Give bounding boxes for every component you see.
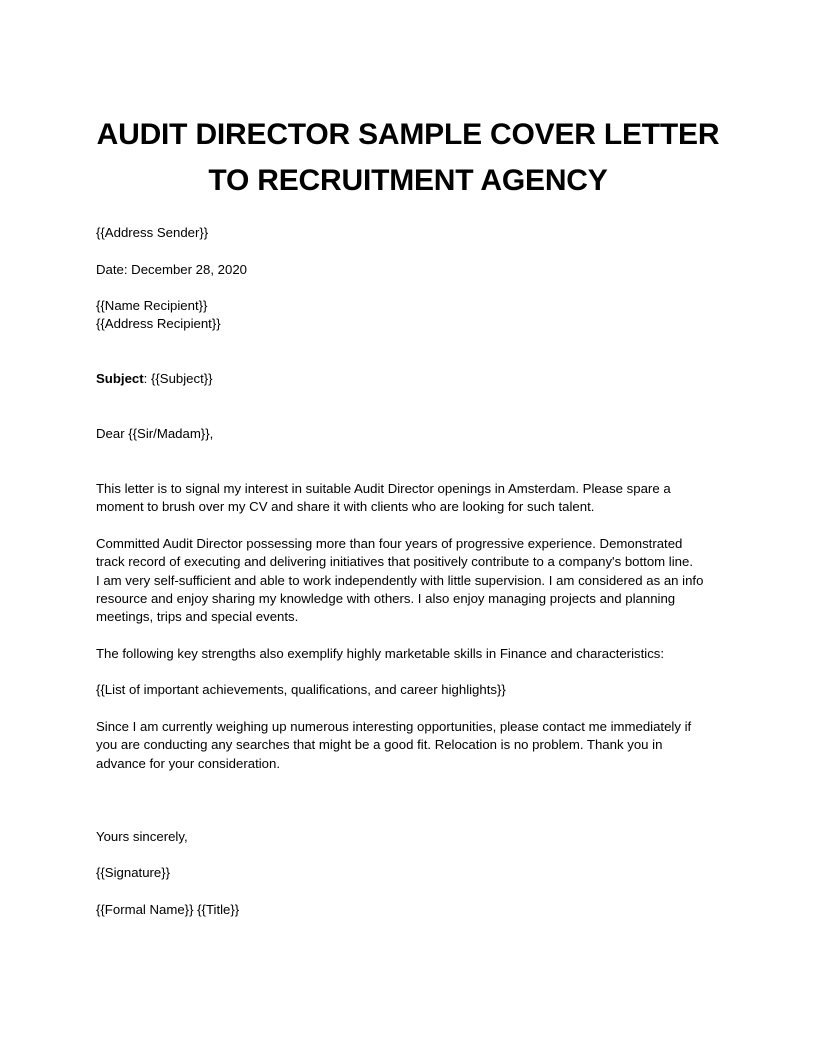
paragraph-line: moment to brush over my CV and share it with clients who are looking for such talent. <box>96 499 595 515</box>
formal-name-title: {{Formal Name}} {{Title}} <box>96 901 240 917</box>
paragraph-achievements <box>96 681 736 699</box>
paragraph-closing <box>96 718 736 773</box>
sender-address: {{Address Sender}} <box>96 225 209 240</box>
salutation: Dear {{Sir/Madam}}, <box>96 426 214 442</box>
letter-body <box>96 224 736 919</box>
paragraph-line: Committed Audit Director possessing more than four years of progressive experience. Demonstrated <box>96 536 683 552</box>
subject-line <box>96 370 736 388</box>
paragraph-line: {{List of important achievements, qualifications, and career highlights}} <box>96 682 506 698</box>
closing-phrase: Yours sincerely, <box>96 828 188 844</box>
paragraph-line: advance for your consideration. <box>96 755 281 771</box>
paragraph-line: track record of executing and delivering initiatives that positively contribute to a company's bottom line. <box>96 554 693 570</box>
paragraph-line: you are conducting any searches that might be a good fit. Relocation is no problem. Thank you in <box>96 737 663 753</box>
paragraph-experience <box>96 535 736 626</box>
document-title <box>60 112 756 204</box>
recipient-name: {{Name Recipient}} <box>96 298 208 314</box>
signature: {{Signature}} <box>96 865 171 881</box>
paragraph-line: I am very self-sufficient and able to work independently with little supervision. I am considered as an info <box>96 572 704 588</box>
paragraph-line: resource and enjoy sharing my knowledge with others. I also enjoy managing projects and planning <box>96 590 676 606</box>
paragraph-line: The following key strengths also exemplify highly marketable skills in Finance and characteristics: <box>96 645 665 661</box>
paragraph-line: meetings, trips and special events. <box>96 609 299 625</box>
recipient-address: {{Address Recipient}} <box>96 316 221 332</box>
paragraph-strengths <box>96 645 736 663</box>
title-line-1: AUDIT DIRECTOR SAMPLE COVER LETTER <box>96 118 720 151</box>
paragraph-line: Since I am currently weighing up numerous interesting opportunities, please contact me immediately if <box>96 719 692 735</box>
paragraph-line: This letter is to signal my interest in suitable Audit Director openings in Amsterdam. Please spare a <box>96 481 671 497</box>
letter-date: Date: December 28, 2020 <box>96 261 248 277</box>
subject-value: : {{Subject}} <box>143 371 213 387</box>
title-line-2: TO RECRUITMENT AGENCY <box>208 164 608 197</box>
paragraph-intro <box>96 480 736 517</box>
subject-label: Subject <box>96 371 144 387</box>
